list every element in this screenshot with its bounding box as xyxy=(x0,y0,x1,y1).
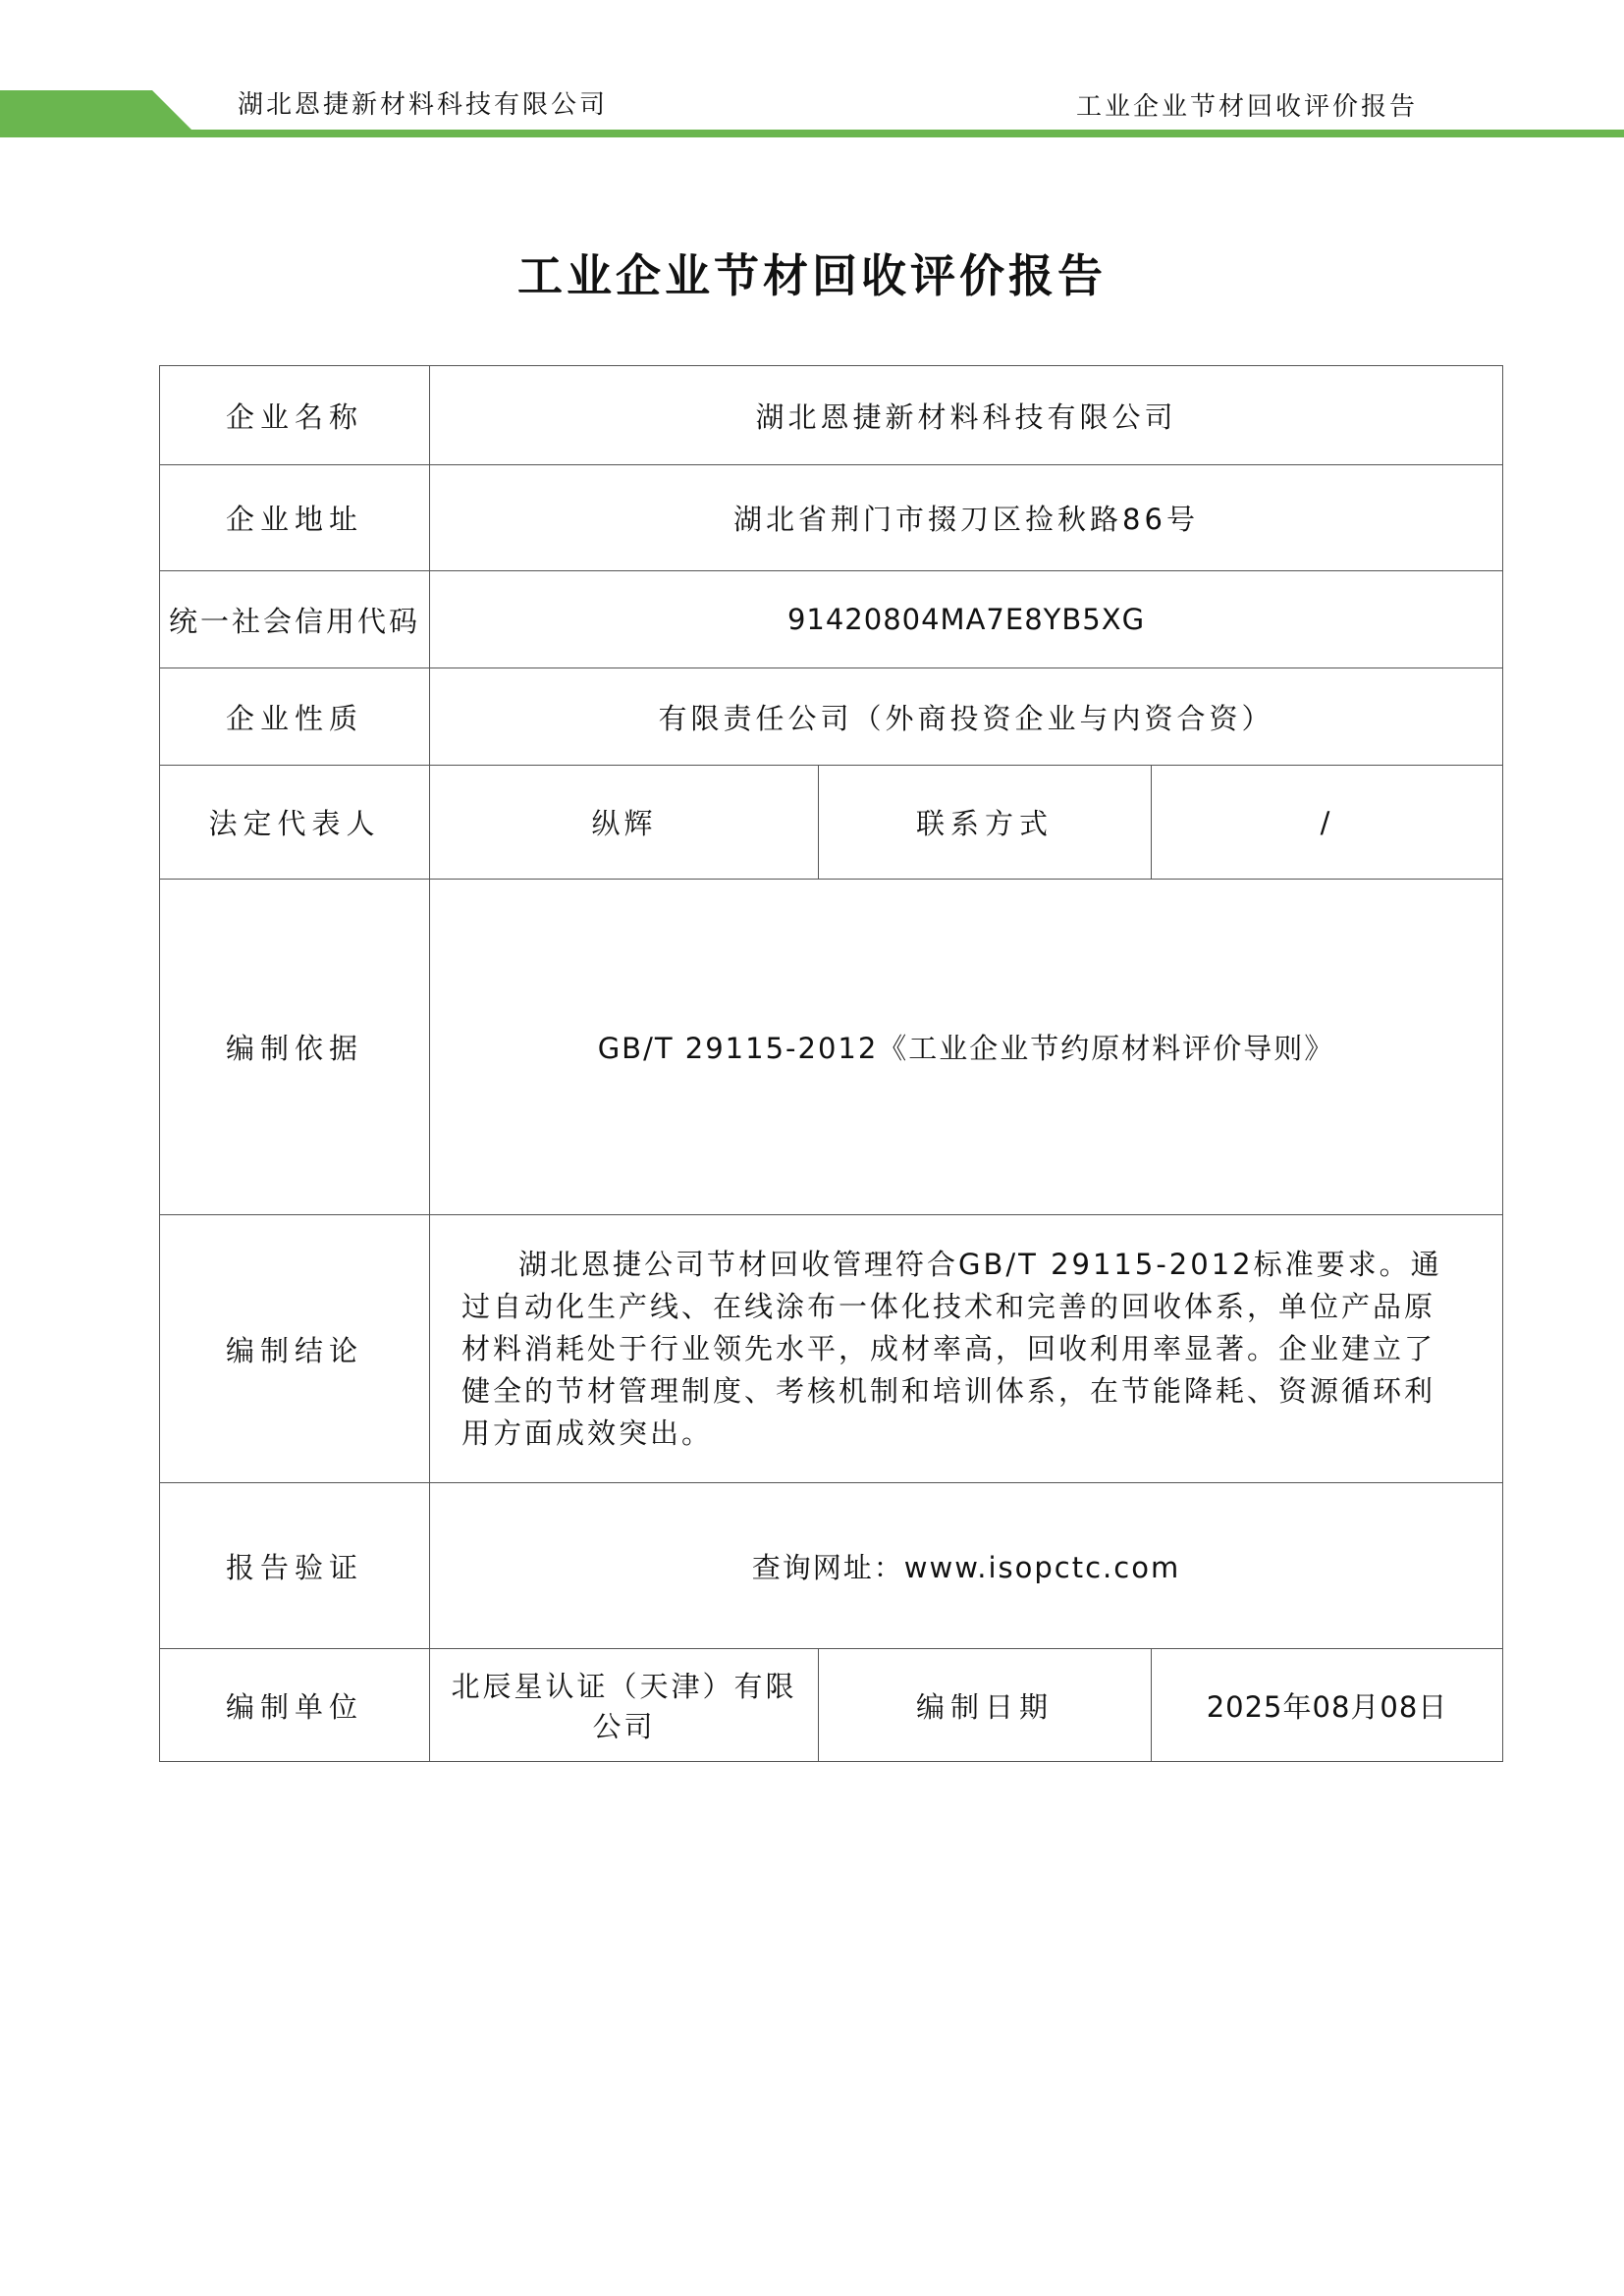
header-green-line xyxy=(0,130,1624,137)
credit-code-label: 统一社会信用代码 xyxy=(160,571,430,668)
legal-rep-label: 法定代表人 xyxy=(160,766,430,880)
contact-label: 联系方式 xyxy=(819,766,1152,880)
table-row xyxy=(160,1215,1503,1483)
header-company-name: 湖北恩捷新材料科技有限公司 xyxy=(238,90,609,120)
nature-value: 有限责任公司（外商投资企业与内资合资） xyxy=(430,668,1503,766)
nature-label: 企业性质 xyxy=(160,668,430,766)
table-row xyxy=(160,668,1503,766)
basis-label: 编制依据 xyxy=(160,880,430,1215)
unit-label: 编制单位 xyxy=(160,1649,430,1762)
table-row xyxy=(160,1483,1503,1649)
page-title: 工业企业节材回收评价报告 xyxy=(517,249,1107,302)
basis-value: GB/T 29115-2012《工业企业节约原材料评价导则》 xyxy=(430,880,1503,1215)
table-row xyxy=(160,880,1503,1215)
legal-rep-value: 纵辉 xyxy=(430,766,819,880)
contact-value: / xyxy=(1152,766,1503,880)
header-banner xyxy=(0,0,1624,147)
conclusion-label: 编制结论 xyxy=(160,1215,430,1483)
table-row xyxy=(160,366,1503,465)
header-report-name: 工业企业节材回收评价报告 xyxy=(1075,92,1418,122)
verification-label: 报告验证 xyxy=(160,1483,430,1649)
report-info-table xyxy=(159,365,1503,1762)
verification-value: 查询网址：www.isopctc.com xyxy=(430,1483,1503,1649)
date-label: 编制日期 xyxy=(819,1649,1152,1762)
credit-code-value: 91420804MA7E8YB5XG xyxy=(430,571,1503,668)
conclusion-cell xyxy=(430,1215,1503,1483)
unit-value: 北辰星认证（天津）有限公司 xyxy=(430,1649,819,1762)
table-row xyxy=(160,571,1503,668)
table-row xyxy=(160,766,1503,880)
table-row xyxy=(160,465,1503,571)
address-label: 企业地址 xyxy=(160,465,430,571)
company-name-label: 企业名称 xyxy=(160,366,430,465)
conclusion-text: 湖北恩捷公司节材回收管理符合GB/T 29115-2012标准要求。通过自动化生产线、在线涂布一体化技术和完善的回收体系，单位产品原材料消耗处于行业领先水平，成材率高，回收利用率显著。企业建立了健全的节材管理制度、考核机制和培训体系，在节能降耗、资源循环利用方面成效突出。 xyxy=(461,1247,1442,1450)
table-row xyxy=(160,1649,1503,1762)
address-value: 湖北省荆门市掇刀区捡秋路86号 xyxy=(430,465,1503,571)
date-value: 2025年08月08日 xyxy=(1152,1649,1503,1762)
header-green-tab xyxy=(0,90,193,132)
company-name-value: 湖北恩捷新材料科技有限公司 xyxy=(430,366,1503,465)
